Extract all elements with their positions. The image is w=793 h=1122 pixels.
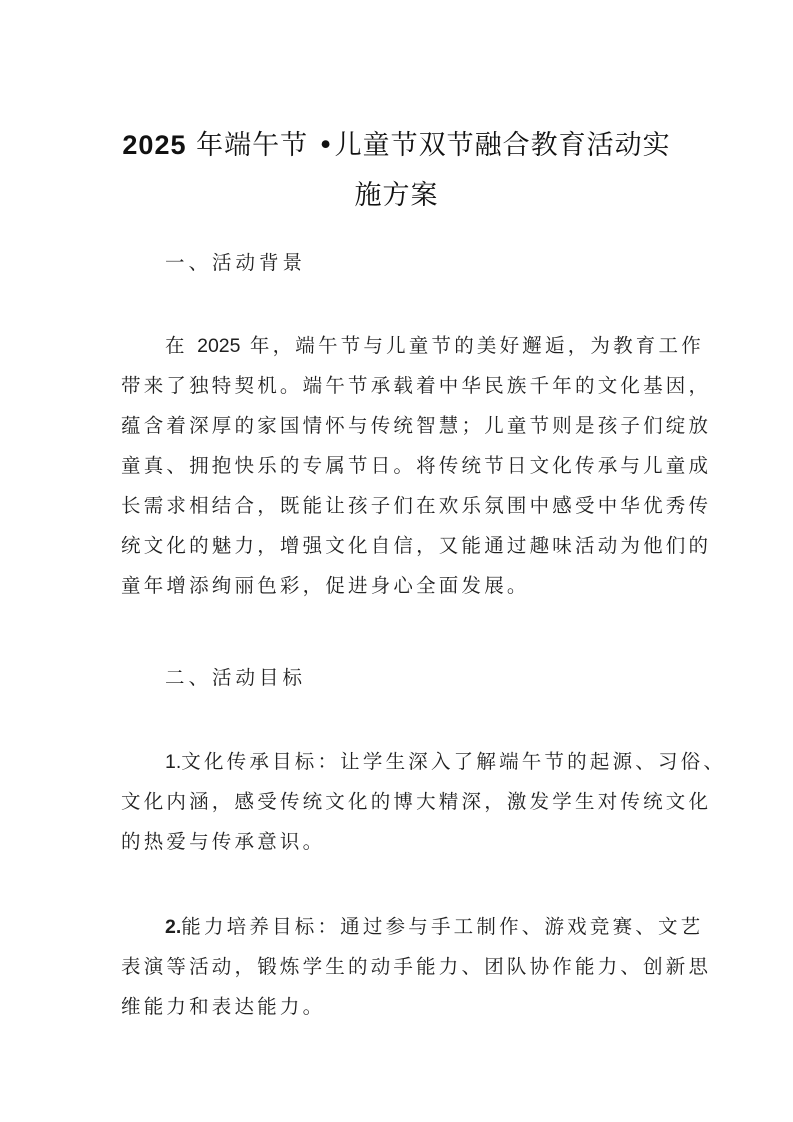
document-title-line-2 xyxy=(0,178,793,214)
list-number: 2. xyxy=(165,916,182,938)
paragraph-line: 维能力和表达能力。 xyxy=(121,995,326,1018)
section-heading-background: 一、活动背景 xyxy=(165,251,307,274)
text-fragment: 年，端午节与儿童节的美好邂逅，为教育工作 xyxy=(240,334,704,357)
paragraph-line: 带来了独特契机。端午节承载着中华民族千年的文化基因， xyxy=(121,374,712,397)
paragraph-line: 童真、拥抱快乐的专属节日。将传统节日文化传承与儿童成 xyxy=(121,454,712,477)
paragraph-line xyxy=(165,913,703,941)
paragraph-line: 文化内涵，感受传统文化的博大精深，激发学生对传统文化 xyxy=(121,790,712,813)
paragraph-line: 蕴含着深厚的家国情怀与传统智慧；儿童节则是孩子们绽放 xyxy=(121,414,712,437)
list-number: 1. xyxy=(165,751,182,773)
paragraph-line xyxy=(165,332,704,360)
text-fragment: 能力培养目标：通过参与手工制作、游戏竞赛、文艺 xyxy=(181,915,704,938)
text-fragment: 文化传承目标：让学生深入了解端午节的起源、习俗、 xyxy=(181,750,727,773)
title-year: 2025 xyxy=(122,130,187,160)
paragraph-line: 童年增添绚丽色彩，促进身心全面发展。 xyxy=(121,574,530,597)
paragraph-line: 统文化的魅力，增强文化自信，又能通过趣味活动为他们的 xyxy=(121,534,712,557)
document-title-line-1 xyxy=(0,127,793,164)
text-fragment: 在 xyxy=(165,334,198,357)
title-text-continued: 施方案 xyxy=(354,180,439,211)
title-text: 年端午节 •儿童节双节融合教育活动实 xyxy=(186,130,671,161)
paragraph-line: 表演等活动，锻炼学生的动手能力、团队协作能力、创新思 xyxy=(121,955,712,978)
paragraph-line: 长需求相结合，既能让孩子们在欢乐氛围中感受中华优秀传 xyxy=(121,494,712,517)
year-number: 2025 xyxy=(197,335,241,357)
paragraph-line xyxy=(165,748,726,776)
section-heading-goals: 二、活动目标 xyxy=(165,666,307,689)
paragraph-line: 的热爱与传承意识。 xyxy=(121,830,326,853)
